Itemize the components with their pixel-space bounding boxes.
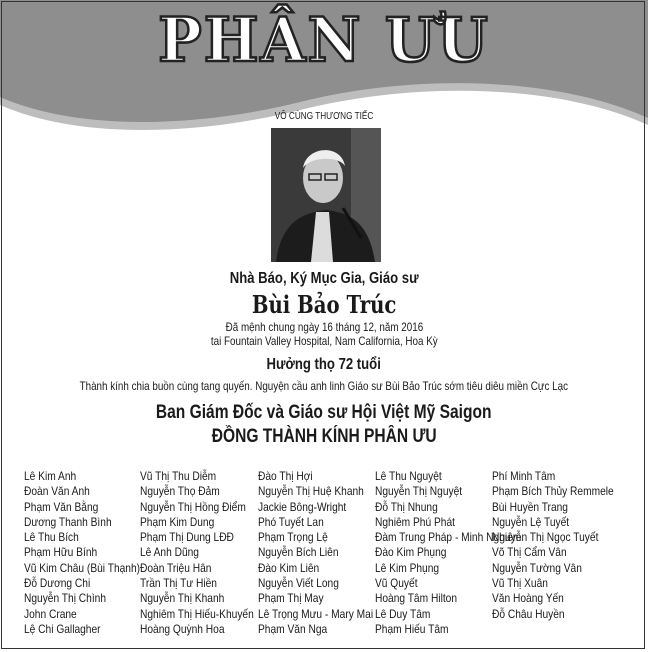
signatory-name: Đàm Trung Pháp - Minh Nghiêm: [375, 530, 522, 545]
sender-closing: ĐỒNG THÀNH KÍNH PHÂN ƯU: [211, 426, 437, 447]
signatory-name: Dương Thanh Bình: [24, 514, 112, 529]
signatory-name: Nguyễn Thị Nguyệt: [375, 484, 463, 499]
signatory-name: Phạm Kim Dung: [140, 514, 215, 529]
signatory-name: John Crane: [24, 606, 77, 621]
signatory-name: Lê Thu Nguyệt: [375, 469, 442, 483]
signatory-name: Hoàng Tâm Hilton: [375, 591, 458, 606]
signatory-name: Đỗ Thị Nhung: [375, 499, 438, 514]
signatory-name: Nguyễn Thị Huệ Khanh: [258, 484, 364, 499]
signatory-name: Trần Thị Tư Hiền: [140, 576, 217, 591]
signatory-name: Nghiêm Phú Phát: [375, 514, 455, 529]
signatory-name: Võ Thị Cẩm Vân: [492, 545, 567, 560]
signatory-name: Đoàn Triệu Hân: [140, 560, 212, 575]
signatory-name: Phí Minh Tâm: [492, 469, 556, 483]
condolence-message: Thành kính chia buồn cùng tang quyến. Nguyện cầu anh linh Giáo sư Bùi Bảo Trúc sớm tiêu diêu miền Cực Lạc: [79, 379, 569, 393]
signatory-name: Đỗ Dương Chi: [24, 576, 91, 591]
signatory-name: Nguyễn Tường Vân: [492, 560, 582, 575]
signatory-name: Vũ Thị Xuân: [492, 576, 548, 591]
names-column-5: [492, 469, 635, 622]
deceased-titles: Nhà Báo, Ký Mục Gia, Giáo sư: [229, 270, 419, 287]
signatory-name: Lê Thu Bích: [24, 530, 79, 545]
signatory-name: Nguyễn Viết Long: [258, 576, 339, 591]
signatory-name: Phạm Văn Bằng: [24, 499, 99, 514]
signatory-name: Nguyễn Thọ Đảm: [140, 484, 220, 499]
signatory-name: Đào Kim Liên: [258, 560, 320, 575]
death-place: tai Fountain Valley Hospital, Nam California, Hoa Kỳ: [210, 334, 438, 348]
signatory-name: Phạm Hữu Bính: [24, 545, 98, 560]
signatory-name: Nghiêm Thị Hiếu-Khuyến: [140, 606, 254, 621]
signatory-name: Lê Kim Anh: [24, 469, 77, 483]
signatory-name: Lê Trọng Mưu - Mary Mai: [258, 606, 374, 621]
signatory-name: Phạm Bích Thủy Remmele: [492, 484, 614, 499]
signatory-name: Lê Duy Tâm: [375, 606, 431, 621]
signatory-name: Phạm Văn Nga: [258, 621, 328, 636]
signatory-name: Nguyễn Thị Hồng Điểm: [140, 499, 246, 514]
signatory-name: Nguyễn Thị Khanh: [140, 591, 225, 606]
signatory-name: Đào Kim Phụng: [375, 545, 447, 560]
page-title: PHÂN ƯU: [158, 4, 490, 76]
signatory-name: Phạm Thị May: [258, 591, 324, 606]
signatory-name: Lê Anh Dũng: [140, 545, 199, 560]
signatory-name: Hoàng Quỳnh Hoa: [140, 621, 225, 636]
signatory-name: Jackie Bông-Wright: [258, 499, 347, 514]
age: Hưởng thọ 72 tuổi: [266, 356, 382, 373]
signatory-name: Lệ Chi Gallagher: [24, 621, 101, 636]
signatory-name: Đoàn Văn Anh: [24, 484, 90, 499]
names-column-3: [258, 469, 393, 637]
signatory-name: Bùi Huyền Trang: [492, 499, 568, 514]
signatory-name: Văn Hoàng Yến: [492, 591, 564, 606]
portrait-photo: [271, 128, 381, 262]
signatory-name: Lê Kim Phụng: [375, 560, 440, 575]
signatory-name: Phạm Hiếu Tâm: [375, 621, 449, 636]
signatory-name: Nguyễn Thị Chình: [24, 591, 107, 606]
sender-organization: Ban Giám Đốc và Giáo sư Hội Việt Mỹ Saigon: [156, 402, 492, 423]
deceased-name: Bùi Bảo Trúc: [251, 290, 397, 319]
signatory-name: Đỗ Châu Huyền: [492, 606, 565, 621]
signatory-name: Nguyễn Lệ Tuyết: [492, 514, 570, 529]
subtitle: VÔ CÙNG THƯƠNG TIẾC: [274, 111, 374, 122]
signatory-name: Phó Tuyết Lan: [258, 514, 324, 529]
signatory-name: Phạm Thị Dung LĐĐ: [140, 530, 234, 545]
death-date: Đã mệnh chung ngày 16 tháng 12, năm 2016: [225, 320, 423, 334]
signatory-name: Vũ Quyết: [375, 576, 418, 591]
signatory-name: Vũ Kim Châu (Bùi Thạnh): [24, 560, 141, 575]
signatory-name: Nguyễn Bích Liên: [258, 545, 339, 560]
names-column-2: [140, 469, 274, 637]
signatory-name: Nguyễn Thị Ngọc Tuyết: [492, 530, 599, 545]
signatory-name: Đào Thị Hợi: [258, 469, 313, 483]
signatory-name: Vũ Thị Thu Diễm: [140, 469, 217, 483]
signatory-name: Phạm Trọng Lệ: [258, 530, 328, 545]
